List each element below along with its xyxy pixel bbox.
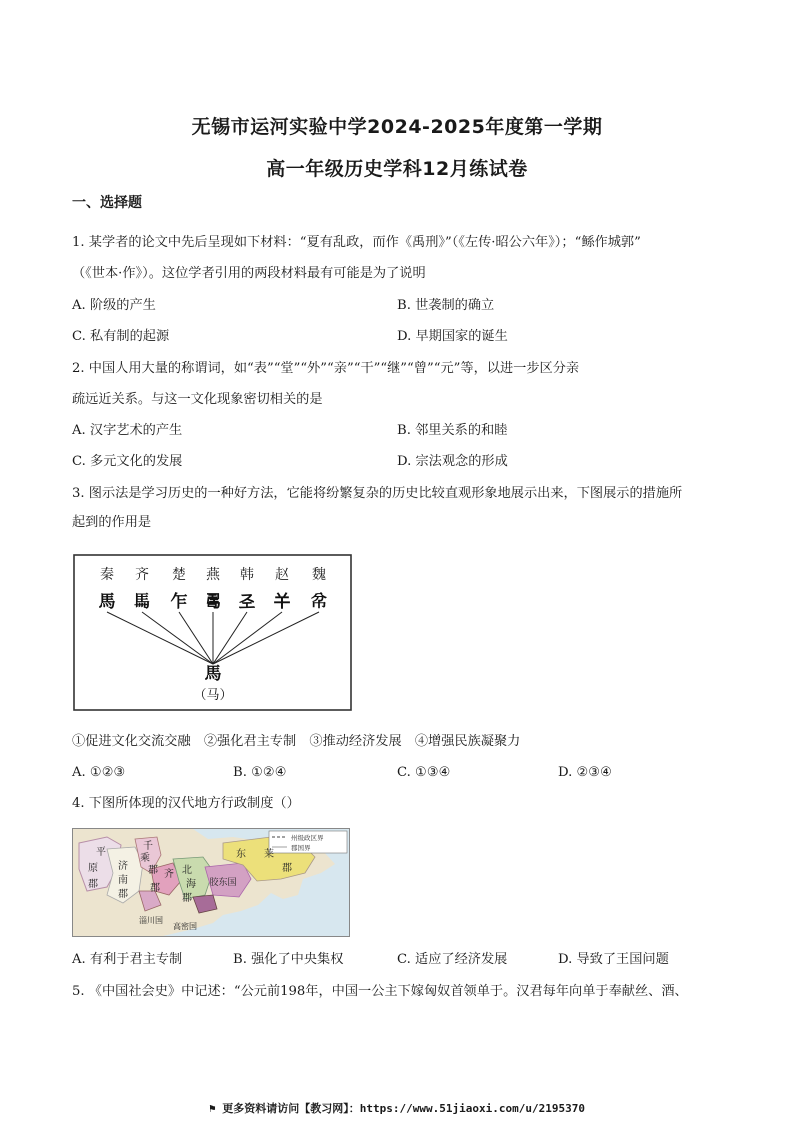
map-legend-state-border: 州级政区界 <box>291 834 324 842</box>
q3-option-a: A. ①②③ <box>72 765 126 780</box>
map-label: 济 <box>118 861 128 872</box>
q3-state-wei: 魏 <box>312 567 326 583</box>
q1-line-2: （《世本·作》）。这位学者引用的两段材料最有可能是为了说明 <box>72 266 426 281</box>
q4-map <box>72 828 350 937</box>
map-label: 原 <box>88 863 98 874</box>
map-label: 东 <box>236 849 246 860</box>
q4-option-b: B. 强化了中央集权 <box>233 952 344 967</box>
q3-glyph-wei: 𢁥 <box>310 592 328 612</box>
map-label: 莱 <box>264 849 274 860</box>
q1-option-c: C. 私有制的起源 <box>72 329 170 344</box>
map-label: 郡 <box>88 879 98 890</box>
q3-glyph-qin: 馬 <box>98 592 116 612</box>
q3-state-han: 韩 <box>240 567 254 583</box>
q3-line-1: 3. 图示法是学习历史的一种好方法，它能将纷繁复杂的历史比较直观形象地展示出来，下图展示的措施所 <box>72 486 683 501</box>
q3-glyph-chu: 乍 <box>170 592 188 612</box>
map-label: 郡 <box>148 865 158 876</box>
q2-option-c: C. 多元文化的发展 <box>72 454 183 469</box>
map-label: 淄川国 <box>139 916 163 925</box>
map-label: 胶东国 <box>209 878 237 888</box>
q4-option-a: A. 有利于君主专制 <box>72 952 183 967</box>
q2-option-b: B. 邻里关系的和睦 <box>397 423 508 438</box>
flag-icon: ⚑ <box>209 1102 216 1115</box>
map-label: 齐 <box>164 869 174 880</box>
map-label: 北 <box>182 865 192 876</box>
q4-option-c: C. 适应了经济发展 <box>397 952 508 967</box>
map-legend-commandery-border: 郡国界 <box>291 844 311 852</box>
q1-option-a: A. 阶级的产生 <box>72 298 156 313</box>
map-label: 郡 <box>150 883 160 894</box>
q4-line-1: 4. 下图所体现的汉代地方行政制度（） <box>72 796 300 811</box>
map-label: 郡 <box>182 893 192 904</box>
q4-option-d: D. 导致了王国问题 <box>558 952 669 967</box>
q3-state-yan: 燕 <box>206 567 220 583</box>
q3-state-zhao: 赵 <box>275 567 289 583</box>
map-label: 海 <box>186 879 196 890</box>
title-line-1: 无锡市运河实验中学2024-2025年度第一学期 <box>191 116 603 138</box>
q3-state-qin: 秦 <box>100 567 114 583</box>
q3-glyph-qi: 𩡧 <box>133 592 151 612</box>
q3-option-b: B. ①②④ <box>233 765 287 780</box>
map-label: 千 <box>143 841 153 852</box>
q3-unified-glyph: 馬 <box>204 664 222 684</box>
q1-option-d: D. 早期国家的诞生 <box>397 329 508 344</box>
q3-figure <box>72 552 354 712</box>
q2-line-1: 2. 中国人用大量的称谓词，如“表”“堂”“外”“亲”“干”“继”“曾”“元”等，以进一步区分亲 <box>72 361 580 376</box>
q3-glyph-han: 𢀖 <box>238 592 256 612</box>
q2-line-2: 疏远近关系。与这一文化现象密切相关的是 <box>72 392 323 407</box>
footer <box>0 1100 794 1116</box>
q3-option-d: D. ②③④ <box>558 765 612 780</box>
map-label: 平 <box>96 847 106 858</box>
q3-state-chu: 楚 <box>172 567 186 583</box>
section-title: 一、选择题 <box>72 195 142 211</box>
footer-link[interactable]: 更多资料请访问【教习网】：https://www.51jiaoxi.com/u/2195370 <box>222 1102 585 1115</box>
q3-unified-label: （马） <box>193 688 233 703</box>
q3-line-2: 起到的作用是 <box>72 515 152 530</box>
q1-option-b: B. 世袭制的确立 <box>397 298 495 313</box>
q3-statements: ①促进文化交流交融 ②强化君主专制 ③推动经济发展 ④增强民族凝聚力 <box>72 734 521 749</box>
q3-state-qi: 齐 <box>135 567 149 583</box>
q3-glyph-yan: 𠷎 <box>204 592 222 612</box>
title-line-2: 高一年级历史学科12月练试卷 <box>266 158 528 180</box>
map-label: 乘 <box>140 853 150 864</box>
q5-line-1: 5. 《中国社会史》中记述：“公元前198年，中国一公主下嫁匈奴首领单于。汉君每年向单于奉献丝、酒、 <box>72 984 688 999</box>
map-label: 郡 <box>118 889 128 900</box>
map-label: 南 <box>118 875 128 886</box>
q2-option-d: D. 宗法观念的形成 <box>397 454 508 469</box>
map-label: 郡 <box>282 863 292 874</box>
q3-option-c: C. ①③④ <box>397 765 451 780</box>
q3-glyph-zhao: 𢆉 <box>273 592 291 612</box>
q1-line-1: 1. 某学者的论文中先后呈现如下材料：“夏有乱政，而作《禹刑》”（《左传·昭公六年》）；“鲧作城郭” <box>72 235 641 250</box>
map-label: 高密国 <box>173 922 197 931</box>
q2-option-a: A. 汉字艺术的产生 <box>72 423 183 438</box>
